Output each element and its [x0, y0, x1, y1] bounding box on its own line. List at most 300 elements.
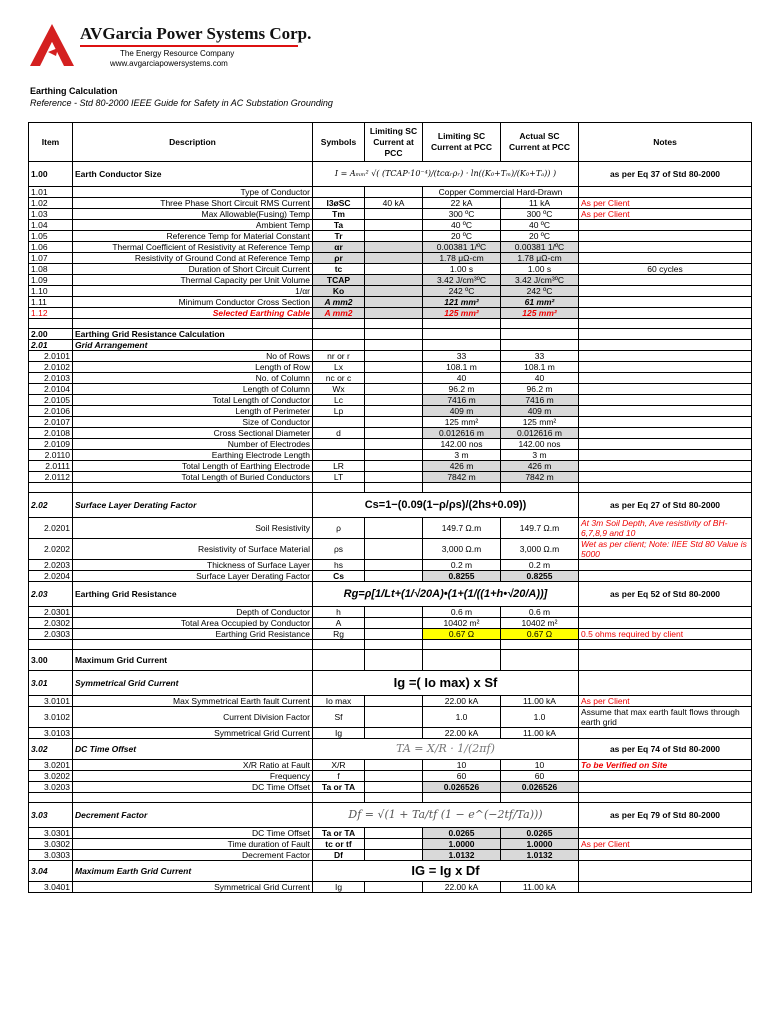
- item-cell: 1.02: [29, 198, 73, 209]
- item-cell: 1.04: [29, 220, 73, 231]
- table-cell: [501, 319, 579, 329]
- table-cell: Max Symmetrical Earth fault Current: [73, 696, 313, 707]
- table-cell: Ig: [313, 728, 365, 739]
- table-cell: 142.00 nos: [501, 439, 579, 450]
- table-cell: [579, 650, 752, 671]
- table-row: [29, 242, 752, 253]
- table-header-row: [29, 123, 752, 162]
- table-cell: 0.0265: [501, 828, 579, 839]
- table-row: [29, 539, 752, 560]
- item-cell: 3.01: [29, 671, 73, 696]
- table-cell: h: [313, 607, 365, 618]
- value-cell: 61 mm²: [501, 297, 579, 308]
- notes-cell: [579, 286, 752, 297]
- table-cell: 1.0: [501, 707, 579, 728]
- company-rule: [80, 45, 298, 47]
- table-row: [29, 220, 752, 231]
- section-row: [29, 162, 752, 187]
- section-row: [29, 493, 752, 518]
- table-cell: [365, 782, 423, 793]
- lim-cell: [365, 264, 423, 275]
- item-cell: 1.00: [29, 162, 73, 187]
- table-cell: 1.0000: [501, 839, 579, 850]
- table-cell: Lx: [313, 362, 365, 373]
- section-title: Surface Layer Derating Factor: [73, 493, 313, 518]
- table-cell: [579, 618, 752, 629]
- sym-cell: tc: [313, 264, 365, 275]
- table-cell: Cs: [313, 571, 365, 582]
- table-cell: 2.0202: [29, 539, 73, 560]
- table-cell: [423, 640, 501, 650]
- notes-cell: As per Client: [579, 209, 752, 220]
- table-cell: 2.0203: [29, 560, 73, 571]
- table-cell: 3.0301: [29, 828, 73, 839]
- table-cell: 0.2 m: [423, 560, 501, 571]
- table-cell: [579, 882, 752, 893]
- table-cell: 7416 m: [501, 395, 579, 406]
- company-logo-icon: [28, 22, 76, 70]
- desc-cell: Max Allowable(Fusing) Temp: [73, 209, 313, 220]
- table-cell: hs: [313, 560, 365, 571]
- table-cell: [579, 571, 752, 582]
- notes-cell: [579, 297, 752, 308]
- table-cell: [423, 319, 501, 329]
- table-cell: [365, 571, 423, 582]
- table-row: [29, 351, 752, 362]
- value-cell: 40 ºC: [501, 220, 579, 231]
- desc-cell: Three Phase Short Circuit RMS Current: [73, 198, 313, 209]
- table-cell: Symmetrical Grid Current: [73, 882, 313, 893]
- table-cell: X/R: [313, 760, 365, 771]
- table-cell: [579, 560, 752, 571]
- header-limiting-sc: Limiting SC Current at PCC: [365, 123, 423, 162]
- table-cell: 2.0109: [29, 439, 73, 450]
- item-cell: 1.09: [29, 275, 73, 286]
- table-cell: [365, 760, 423, 771]
- section-row: [29, 803, 752, 828]
- table-cell: 3,000 Ω.m: [423, 539, 501, 560]
- table-cell: Time duration of Fault: [73, 839, 313, 850]
- table-cell: 2.0108: [29, 428, 73, 439]
- table-cell: [579, 406, 752, 417]
- formula-cell: Ig =( Io max) x Sf: [313, 671, 579, 696]
- table-cell: [579, 861, 752, 882]
- table-cell: 1.0132: [501, 850, 579, 861]
- table-cell: 2.0112: [29, 472, 73, 483]
- table-cell: [313, 483, 365, 493]
- table-cell: 2.0101: [29, 351, 73, 362]
- table-cell: [365, 428, 423, 439]
- table-cell: 0.67 Ω: [423, 629, 501, 640]
- table-cell: Ig: [313, 882, 365, 893]
- lim-cell: [365, 220, 423, 231]
- table-cell: [579, 671, 752, 696]
- table-cell: 2.0104: [29, 384, 73, 395]
- table-cell: [423, 483, 501, 493]
- table-cell: 33: [423, 351, 501, 362]
- table-cell: 0.2 m: [501, 560, 579, 571]
- table-cell: 2.0111: [29, 461, 73, 472]
- table-cell: 40: [423, 373, 501, 384]
- table-cell: Total Area Occupied by Conductor: [73, 618, 313, 629]
- table-cell: [579, 329, 752, 340]
- section-title: Maximum Earth Grid Current: [73, 861, 313, 882]
- item-cell: 3.00: [29, 650, 73, 671]
- section-row: [29, 582, 752, 607]
- table-row: [29, 560, 752, 571]
- table-row: [29, 187, 752, 198]
- section-title: Earthing Grid Resistance: [73, 582, 313, 607]
- table-cell: 409 m: [501, 406, 579, 417]
- table-cell: [501, 340, 579, 351]
- value-cell: 1.00 s: [501, 264, 579, 275]
- table-row: [29, 373, 752, 384]
- table-cell: [579, 362, 752, 373]
- table-cell: Size of Conductor: [73, 417, 313, 428]
- table-cell: Resistivity of Surface Material: [73, 539, 313, 560]
- table-cell: 2.0204: [29, 571, 73, 582]
- table-cell: 7842 m: [501, 472, 579, 483]
- lim-cell: [365, 231, 423, 242]
- table-cell: [579, 640, 752, 650]
- table-row: [29, 362, 752, 373]
- table-cell: [423, 329, 501, 340]
- section-title: Symmetrical Grid Current: [73, 671, 313, 696]
- notes-cell: as per Eq 74 of Std 80-2000: [579, 739, 752, 760]
- item-cell: 2.02: [29, 493, 73, 518]
- formula-cell: I = Aₘₘ² √( (TCAP·10⁻⁴)/(tᴄαᵣρᵣ) · ln((K₀+Tₘ)/(K₀+Tₐ)) ): [313, 162, 579, 187]
- table-cell: Wet as per client; Note: IIEE Std 80 Value is 5000: [579, 539, 752, 560]
- table-cell: Df: [313, 850, 365, 861]
- table-row: [29, 253, 752, 264]
- sym-cell: Ko: [313, 286, 365, 297]
- table-cell: Total Length of Earthing Electrode: [73, 461, 313, 472]
- table-cell: 2.0106: [29, 406, 73, 417]
- table-cell: 11.00 kA: [501, 882, 579, 893]
- lim-cell: [365, 275, 423, 286]
- item-cell: 1.05: [29, 231, 73, 242]
- section-row: [29, 739, 752, 760]
- table-cell: [365, 518, 423, 539]
- table-cell: [501, 483, 579, 493]
- notes-cell: As per Client: [579, 198, 752, 209]
- table-cell: Length of Column: [73, 384, 313, 395]
- notes-cell: [579, 231, 752, 242]
- table-cell: [29, 319, 73, 329]
- table-cell: [423, 650, 501, 671]
- table-cell: [29, 483, 73, 493]
- table-cell: 0.67 Ω: [501, 629, 579, 640]
- table-cell: 409 m: [423, 406, 501, 417]
- table-cell: [365, 539, 423, 560]
- table-cell: 0.6 m: [501, 607, 579, 618]
- table-row: [29, 286, 752, 297]
- item-cell: 3.03: [29, 803, 73, 828]
- value-cell: 40 ºC: [423, 220, 501, 231]
- lim-cell: 40 kA: [365, 198, 423, 209]
- table-cell: 0.0265: [423, 828, 501, 839]
- table-cell: 1.0132: [423, 850, 501, 861]
- desc-cell: Minimum Conductor Cross Section: [73, 297, 313, 308]
- table-cell: [313, 450, 365, 461]
- table-cell: f: [313, 771, 365, 782]
- header-actual-sc: Actual SC Current at PCC: [501, 123, 579, 162]
- header-item: Item: [29, 123, 73, 162]
- table-cell: [365, 373, 423, 384]
- table-cell: 10402 m²: [501, 618, 579, 629]
- table-cell: 3.0203: [29, 782, 73, 793]
- table-cell: Wx: [313, 384, 365, 395]
- desc-cell: Thermal Coefficient of Resistivity at Reference Temp: [73, 242, 313, 253]
- table-cell: As per Client: [579, 839, 752, 850]
- table-cell: [579, 439, 752, 450]
- table-cell: [579, 395, 752, 406]
- notes-cell: as per Eq 79 of Std 80-2000: [579, 803, 752, 828]
- table-cell: 0.5 ohms required by client: [579, 629, 752, 640]
- table-cell: [579, 340, 752, 351]
- table-cell: 3.0202: [29, 771, 73, 782]
- value-cell: 300 ºC: [423, 209, 501, 220]
- table-row: [29, 882, 752, 893]
- table-cell: 0.6 m: [423, 607, 501, 618]
- table-row: [29, 618, 752, 629]
- table-cell: 2.0105: [29, 395, 73, 406]
- table-cell: [579, 384, 752, 395]
- table-cell: 0.026526: [501, 782, 579, 793]
- table-cell: 22.00 kA: [423, 882, 501, 893]
- item-cell: 1.03: [29, 209, 73, 220]
- lim-cell: [365, 242, 423, 253]
- table-cell: Cross Sectional Diameter: [73, 428, 313, 439]
- table-cell: 10402 m²: [423, 618, 501, 629]
- table-cell: 142.00 nos: [423, 439, 501, 450]
- table-cell: 3.0303: [29, 850, 73, 861]
- calculation-table: [28, 122, 752, 893]
- table-cell: [501, 650, 579, 671]
- value-cell: 242 ºC: [423, 286, 501, 297]
- formula-cell: TA = X/R · 1/(2πf): [313, 739, 579, 760]
- desc-cell: Reference Temp for Material Constant: [73, 231, 313, 242]
- table-cell: 108.1 m: [423, 362, 501, 373]
- table-cell: 3.0101: [29, 696, 73, 707]
- sym-cell: [313, 187, 365, 198]
- section-row: [29, 671, 752, 696]
- table-cell: 0.026526: [423, 782, 501, 793]
- item-cell: 1.11: [29, 297, 73, 308]
- table-cell: [365, 329, 423, 340]
- table-cell: Frequency: [73, 771, 313, 782]
- table-cell: [365, 640, 423, 650]
- table-cell: 3.0201: [29, 760, 73, 771]
- table-cell: [73, 640, 313, 650]
- table-row: [29, 461, 752, 472]
- table-cell: Rg: [313, 629, 365, 640]
- table-cell: 96.2 m: [501, 384, 579, 395]
- sym-cell: A mm2: [313, 308, 365, 319]
- notes-cell: as per Eq 37 of Std 80-2000: [579, 162, 752, 187]
- table-cell: 426 m: [423, 461, 501, 472]
- table-cell: [313, 793, 365, 803]
- table-cell: Thickness of Surface Layer: [73, 560, 313, 571]
- table-row: [29, 395, 752, 406]
- table-cell: [313, 417, 365, 428]
- desc-cell: Resistivity of Ground Cond at Reference Temp: [73, 253, 313, 264]
- formula-cell: Rg=ρ[1/Lt+(1/√20A)•(1+(1/((1+h•√20/A))]: [313, 582, 579, 607]
- table-cell: LT: [313, 472, 365, 483]
- company-header: [28, 22, 328, 82]
- table-row: [29, 782, 752, 793]
- table-cell: [365, 406, 423, 417]
- table-cell: 2.0301: [29, 607, 73, 618]
- table-row: [29, 308, 752, 319]
- table-cell: 2.0303: [29, 629, 73, 640]
- table-cell: X/R Ratio at Fault: [73, 760, 313, 771]
- table-cell: 0.012616 m: [501, 428, 579, 439]
- table-row: [29, 417, 752, 428]
- table-row: [29, 707, 752, 728]
- table-cell: [365, 629, 423, 640]
- table-cell: 7842 m: [423, 472, 501, 483]
- table-cell: [579, 428, 752, 439]
- table-cell: No. of Column: [73, 373, 313, 384]
- table-cell: [73, 793, 313, 803]
- value-cell: 3.42 J/cm³ºC: [501, 275, 579, 286]
- lim-cell: [365, 253, 423, 264]
- item-cell: 1.07: [29, 253, 73, 264]
- table-row: [29, 384, 752, 395]
- table-cell: 2.0107: [29, 417, 73, 428]
- table-cell: Number of Electrodes: [73, 439, 313, 450]
- header-description: Description: [73, 123, 313, 162]
- table-cell: [365, 450, 423, 461]
- table-cell: 3.0102: [29, 707, 73, 728]
- table-cell: 11.00 kA: [501, 728, 579, 739]
- table-cell: [365, 340, 423, 351]
- table-cell: 10: [501, 760, 579, 771]
- table-cell: 3.0302: [29, 839, 73, 850]
- item-cell: 2.03: [29, 582, 73, 607]
- table-cell: No of Rows: [73, 351, 313, 362]
- table-cell: As per Client: [579, 696, 752, 707]
- section-row: [29, 329, 752, 340]
- table-cell: 0.012616 m: [423, 428, 501, 439]
- table-cell: Symmetrical Grid Current: [73, 728, 313, 739]
- header-notes: Notes: [579, 123, 752, 162]
- desc-cell: Duration of Short Circuit Current: [73, 264, 313, 275]
- sym-cell: Ta: [313, 220, 365, 231]
- section-row: [29, 650, 752, 671]
- table-row: [29, 828, 752, 839]
- table-cell: [73, 483, 313, 493]
- table-cell: Sf: [313, 707, 365, 728]
- company-tagline: The Energy Resource Company: [120, 49, 235, 58]
- table-cell: Ta or TA: [313, 782, 365, 793]
- table-cell: Io max: [313, 696, 365, 707]
- table-row: [29, 850, 752, 861]
- table-row: [29, 839, 752, 850]
- table-row: [29, 231, 752, 242]
- table-cell: Length of Perimeter: [73, 406, 313, 417]
- table-cell: 3 m: [501, 450, 579, 461]
- table-cell: [365, 828, 423, 839]
- section-title: Earth Conductor Size: [73, 162, 313, 187]
- table-cell: [29, 640, 73, 650]
- table-cell: [579, 828, 752, 839]
- table-cell: [579, 793, 752, 803]
- spacer-row: [29, 319, 752, 329]
- section-row: [29, 861, 752, 882]
- table-cell: DC Time Offset: [73, 782, 313, 793]
- table-cell: [365, 560, 423, 571]
- value-cell: 20 ºC: [423, 231, 501, 242]
- table-cell: [365, 439, 423, 450]
- table-cell: [423, 793, 501, 803]
- table-cell: 40: [501, 373, 579, 384]
- table-cell: [73, 319, 313, 329]
- table-cell: 10: [423, 760, 501, 771]
- value-cell: 11 kA: [501, 198, 579, 209]
- section-title: DC Time Offset: [73, 739, 313, 760]
- value-cell: 1.78 μΩ-cm: [423, 253, 501, 264]
- table-cell: [365, 483, 423, 493]
- item-cell: 1.08: [29, 264, 73, 275]
- table-cell: Length of Row: [73, 362, 313, 373]
- table-cell: 0.8255: [423, 571, 501, 582]
- table-cell: 7416 m: [423, 395, 501, 406]
- item-cell: 1.10: [29, 286, 73, 297]
- table-cell: [365, 417, 423, 428]
- section-title: Earthing Grid Resistance Calculation: [73, 329, 313, 340]
- table-cell: [501, 793, 579, 803]
- table-cell: 2.0102: [29, 362, 73, 373]
- table-cell: [365, 650, 423, 671]
- notes-cell: as per Eq 52 of Std 80-2000: [579, 582, 752, 607]
- table-cell: 60: [501, 771, 579, 782]
- table-cell: 108.1 m: [501, 362, 579, 373]
- value-cell: 125 mm²: [423, 308, 501, 319]
- table-cell: Current Division Factor: [73, 707, 313, 728]
- table-cell: 60: [423, 771, 501, 782]
- table-cell: [501, 329, 579, 340]
- table-cell: [501, 640, 579, 650]
- table-row: [29, 297, 752, 308]
- table-cell: 2.0110: [29, 450, 73, 461]
- table-row: [29, 264, 752, 275]
- table-row: [29, 771, 752, 782]
- table-row: [29, 275, 752, 286]
- table-row: [29, 406, 752, 417]
- table-cell: 1.0000: [423, 839, 501, 850]
- sym-cell: αr: [313, 242, 365, 253]
- table-cell: 11.00 kA: [501, 696, 579, 707]
- sym-cell: ρr: [313, 253, 365, 264]
- table-cell: [365, 351, 423, 362]
- table-row: [29, 209, 752, 220]
- value-cell: 20 ºC: [501, 231, 579, 242]
- table-cell: [365, 696, 423, 707]
- table-cell: [579, 483, 752, 493]
- table-cell: [313, 329, 365, 340]
- table-cell: Total Length of Buried Conductors: [73, 472, 313, 483]
- table-cell: [579, 728, 752, 739]
- table-cell: [579, 607, 752, 618]
- table-cell: [365, 618, 423, 629]
- notes-cell: [579, 187, 752, 198]
- table-cell: 96.2 m: [423, 384, 501, 395]
- table-cell: [313, 640, 365, 650]
- table-cell: [579, 373, 752, 384]
- table-cell: [313, 340, 365, 351]
